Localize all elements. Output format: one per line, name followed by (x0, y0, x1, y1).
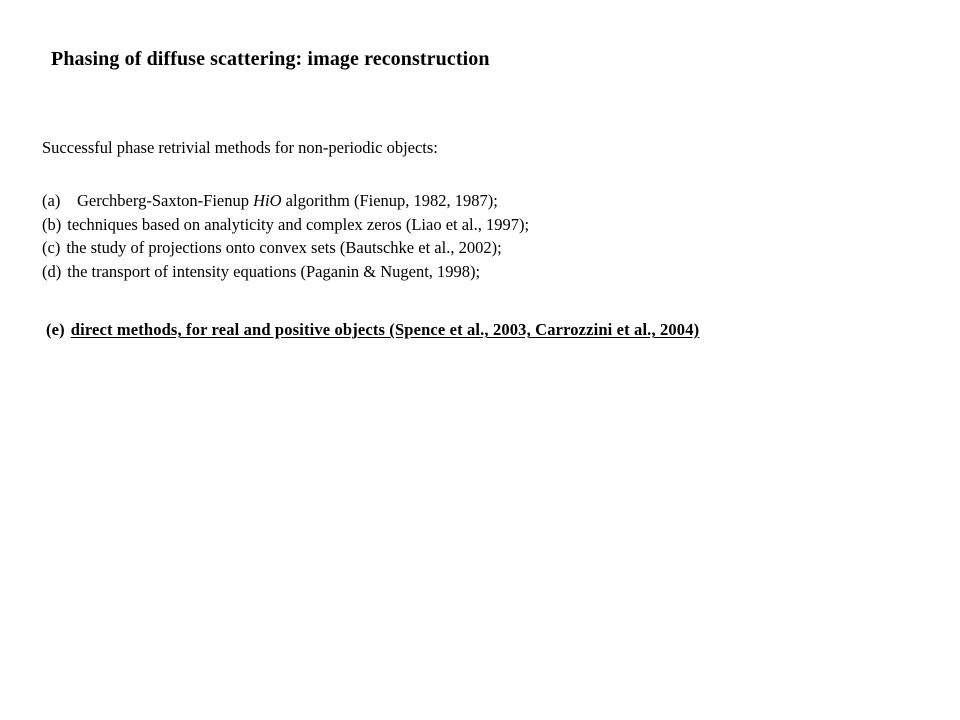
method-item-d (42, 260, 529, 284)
method-label: (d) (42, 261, 62, 281)
method-item-b (42, 213, 529, 237)
slide-title: Phasing of diffuse scattering: image reconstruction (51, 48, 490, 70)
method-item-e (46, 320, 699, 340)
method-label: (b) (42, 214, 62, 234)
method-text: direct methods, for real and positive objects (Spence et al., 2003, Carrozzini et al., 2004) (70, 320, 700, 339)
method-label: (c) (42, 238, 61, 257)
method-text: algorithm (Fienup, 1982, 1987); (281, 191, 498, 210)
method-label: (a) (42, 191, 61, 210)
method-item-a (42, 189, 529, 213)
method-text-italic: HiO (253, 191, 282, 210)
method-label: (e) (46, 320, 65, 339)
method-text: the transport of intensity equations (Paganin & Nugent, 1998); (67, 261, 481, 281)
intro-text: Successful phase retrivial methods for non-periodic objects: (42, 138, 438, 157)
methods-list (42, 189, 529, 283)
method-text: the study of projections onto convex sets (Bautschke et al., 2002); (66, 238, 502, 257)
method-item-c (42, 236, 529, 260)
method-text: techniques based on analyticity and complex zeros (Liao et al., 1997); (67, 214, 530, 234)
method-text: Gerchberg-Saxton-Fienup (77, 191, 254, 210)
